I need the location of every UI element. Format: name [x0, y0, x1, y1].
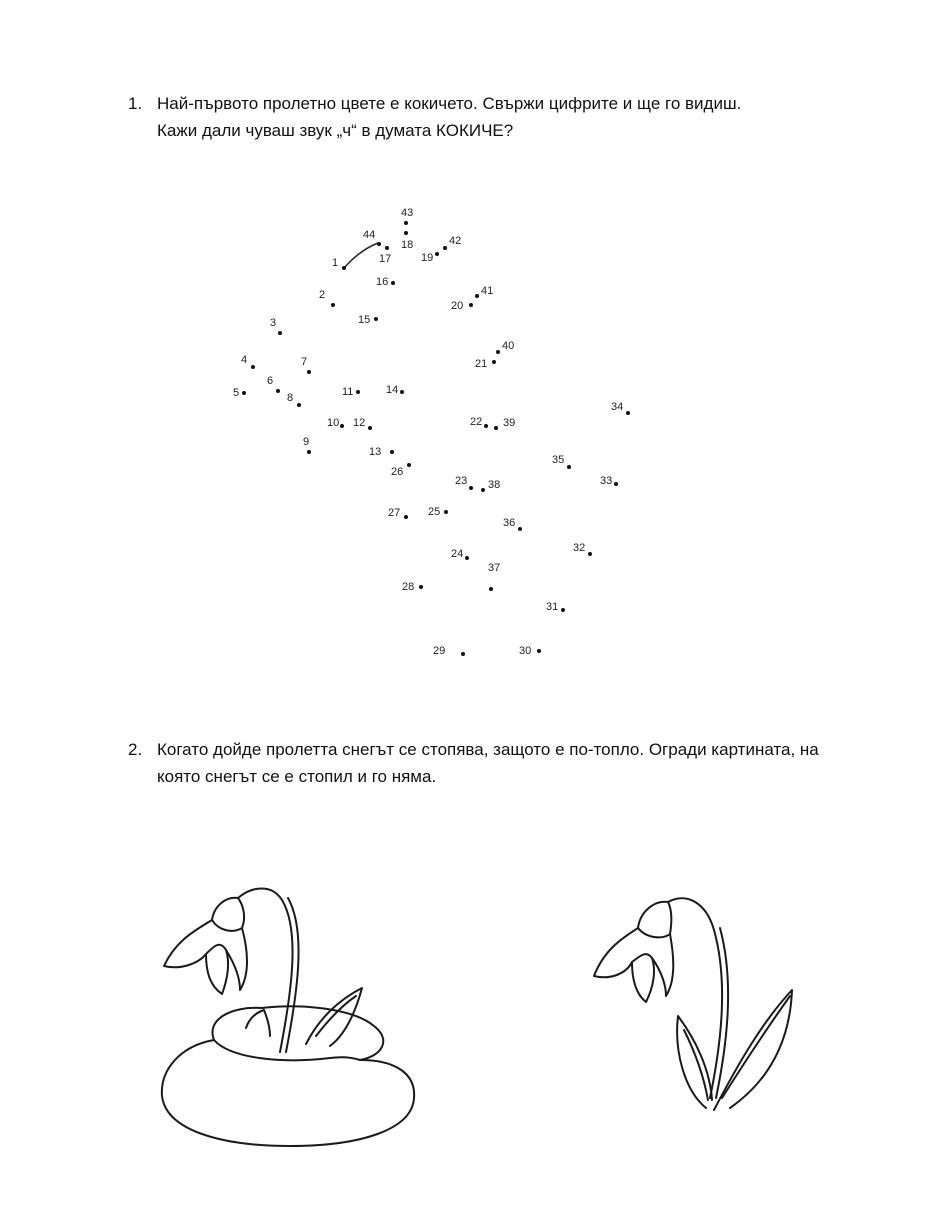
dot-label-34: 34 — [611, 401, 624, 413]
dot-label-10: 10 — [327, 417, 340, 429]
dot-label-32: 32 — [573, 542, 586, 554]
dot-label-27: 27 — [388, 507, 401, 519]
dot-2[interactable] — [331, 303, 335, 307]
picture-choices — [0, 860, 941, 1160]
dot-label-37: 37 — [488, 562, 501, 574]
dot-43[interactable] — [404, 221, 408, 225]
dot-8[interactable] — [297, 403, 301, 407]
dot-label-17: 17 — [379, 253, 392, 265]
dot-label-14: 14 — [386, 384, 399, 396]
dot-39[interactable] — [494, 426, 498, 430]
task-1-instruction: Най-първото пролетно цвете е кокичето. Свържи цифрите и ще го видиш. — [157, 94, 742, 113]
dot-1[interactable] — [342, 266, 346, 270]
dot-label-6: 6 — [267, 375, 274, 387]
dot-label-29: 29 — [433, 645, 446, 657]
dot-label-5: 5 — [233, 387, 240, 399]
dot-label-7: 7 — [301, 356, 308, 368]
dot-5[interactable] — [242, 391, 246, 395]
dot-label-31: 31 — [546, 601, 559, 613]
dot-25[interactable] — [444, 510, 448, 514]
dot-10[interactable] — [340, 424, 344, 428]
dot-20[interactable] — [469, 303, 473, 307]
task-2-instruction-cont: която снегът се е стопил и го няма. — [157, 767, 437, 786]
dot-label-26: 26 — [391, 466, 404, 478]
dot-label-19: 19 — [421, 252, 434, 264]
dot-37[interactable] — [489, 587, 493, 591]
dot-label-33: 33 — [600, 475, 613, 487]
dot-16[interactable] — [391, 281, 395, 285]
dot-label-3: 3 — [270, 317, 277, 329]
dot-34[interactable] — [626, 411, 630, 415]
dot-21[interactable] — [492, 360, 496, 364]
dot-14[interactable] — [400, 390, 404, 394]
dot-label-8: 8 — [287, 392, 294, 404]
dot-4[interactable] — [251, 365, 255, 369]
dot-27[interactable] — [404, 515, 408, 519]
dot-7[interactable] — [307, 370, 311, 374]
dot-label-38: 38 — [488, 479, 501, 491]
task-1-number: 1. — [128, 94, 143, 113]
dot-label-13: 13 — [369, 446, 382, 458]
task-2-number: 2. — [128, 740, 143, 759]
dot-6[interactable] — [276, 389, 280, 393]
dot-42[interactable] — [443, 246, 447, 250]
dot-13[interactable] — [390, 450, 394, 454]
dot-label-12: 12 — [353, 417, 366, 429]
task-2-instruction: Когато дойде пролетта снегът се стопява, защото е по-топло. Огради картината, на — [157, 740, 819, 759]
dot-33[interactable] — [614, 482, 618, 486]
dot-30[interactable] — [537, 649, 541, 653]
task-1-question: Кажи дали чуваш звук „ч“ в думата КОКИЧЕ? — [157, 121, 514, 140]
dot-41[interactable] — [475, 294, 479, 298]
dot-label-44: 44 — [363, 229, 376, 241]
dot-29[interactable] — [461, 652, 465, 656]
task-2 — [128, 736, 888, 790]
dot-23[interactable] — [469, 486, 473, 490]
dot-label-24: 24 — [451, 548, 464, 560]
dot-label-22: 22 — [470, 416, 483, 428]
dot-label-42: 42 — [449, 235, 462, 247]
dot-9[interactable] — [307, 450, 311, 454]
dot-35[interactable] — [567, 465, 571, 469]
dot-17[interactable] — [385, 246, 389, 250]
dot-3[interactable] — [278, 331, 282, 335]
dot-40[interactable] — [496, 350, 500, 354]
dot-label-18: 18 — [401, 239, 414, 251]
dot-32[interactable] — [588, 552, 592, 556]
dot-label-21: 21 — [475, 358, 488, 370]
dot-18[interactable] — [404, 231, 408, 235]
dot-31[interactable] — [561, 608, 565, 612]
dot-label-16: 16 — [376, 276, 389, 288]
snowdrop-with-snow-icon[interactable] — [162, 889, 414, 1147]
dot-label-35: 35 — [552, 454, 565, 466]
dot-label-39: 39 — [503, 417, 516, 429]
dot-label-25: 25 — [428, 506, 441, 518]
dot-label-1: 1 — [332, 257, 339, 269]
started-line — [344, 243, 378, 268]
dot-36[interactable] — [518, 527, 522, 531]
dot-19[interactable] — [435, 252, 439, 256]
dot-label-41: 41 — [481, 285, 494, 297]
dot-label-30: 30 — [519, 645, 532, 657]
dot-label-11: 11 — [342, 386, 354, 398]
dot-24[interactable] — [465, 556, 469, 560]
dot-label-36: 36 — [503, 517, 516, 529]
dot-label-40: 40 — [502, 340, 515, 352]
dot-label-28: 28 — [402, 581, 415, 593]
dot-28[interactable] — [419, 585, 423, 589]
dot-38[interactable] — [481, 488, 485, 492]
dot-26[interactable] — [407, 463, 411, 467]
dot-label-20: 20 — [451, 300, 464, 312]
dot-label-9: 9 — [303, 436, 310, 448]
dot-44[interactable] — [377, 242, 381, 246]
dot-15[interactable] — [374, 317, 378, 321]
snowdrop-icon[interactable] — [594, 898, 792, 1110]
dot-label-43: 43 — [401, 207, 414, 219]
dot-label-2: 2 — [319, 289, 326, 301]
dot-label-15: 15 — [358, 314, 371, 326]
dot-label-23: 23 — [455, 475, 468, 487]
dot-11[interactable] — [356, 390, 360, 394]
dot-label-4: 4 — [241, 354, 248, 366]
dot-12[interactable] — [368, 426, 372, 430]
dot-22[interactable] — [484, 424, 488, 428]
